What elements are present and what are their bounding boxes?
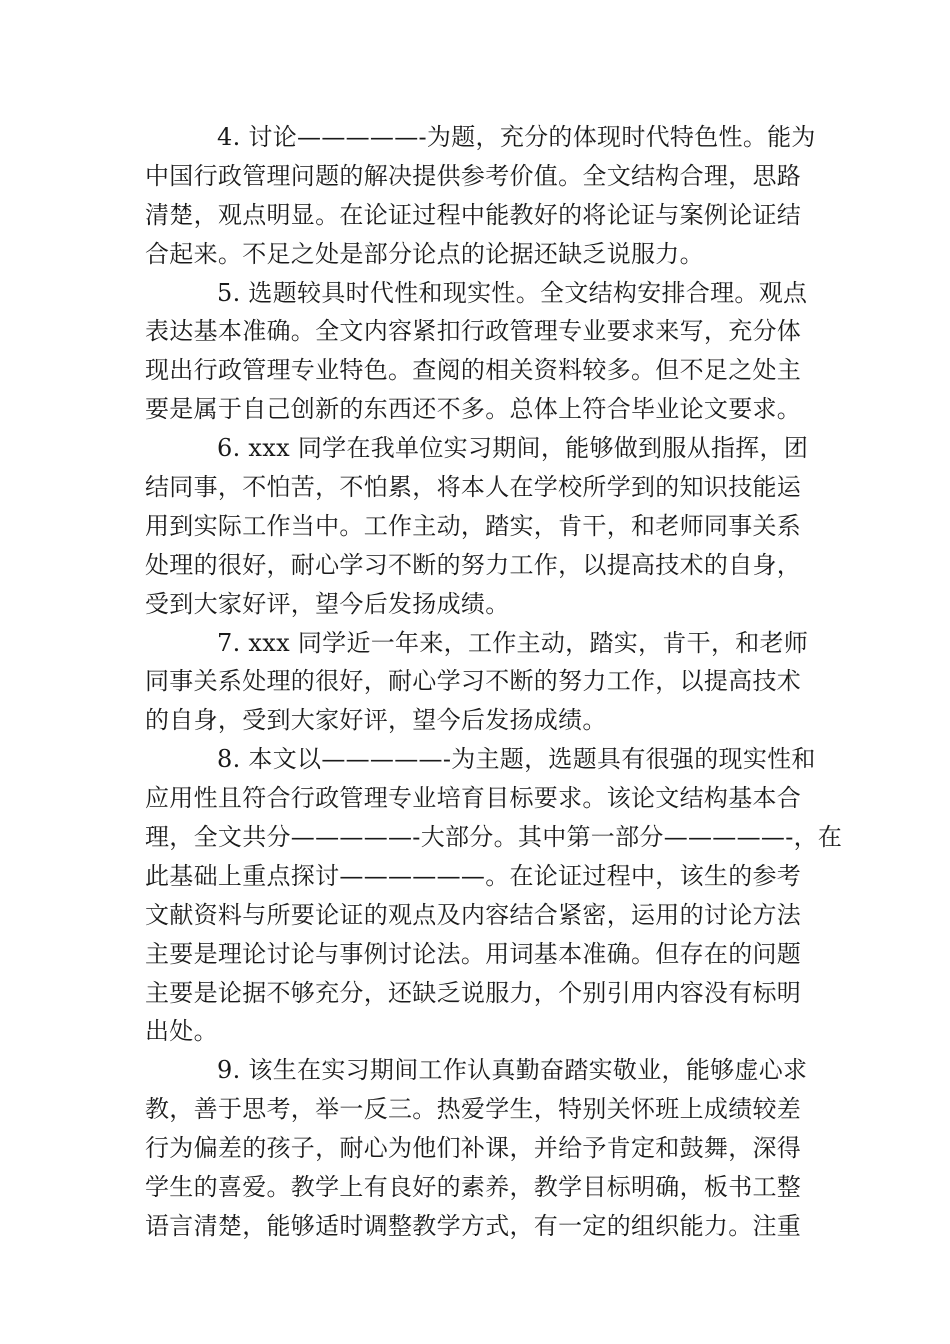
paragraph-line: 语言清楚，能够适时调整教学方式，有一定的组织能力。注重: [145, 1211, 802, 1240]
paragraph-line: 同事关系处理的很好，耐心学习不断的努力工作，以提高技术: [145, 667, 802, 696]
paragraph-line: 主要是论据不够充分，还缺乏说服力，个别引用内容没有标明: [145, 978, 802, 1007]
paragraph-line: 要是属于自己创新的东西还不多。总体上符合毕业论文要求。: [145, 395, 802, 424]
paragraph-line: 清楚，观点明显。在论证过程中能教好的将论证与案例论证结: [145, 200, 802, 229]
paragraph-line: 教，善于思考，举一反三。热爱学生，特别关怀班上成绩较差: [145, 1095, 802, 1124]
paragraph-line: 表达基本准确。全文内容紧扣行政管理专业要求来写，充分体: [145, 317, 802, 346]
paragraph-line: 中国行政管理问题的解决提供参考价值。全文结构合理，思路: [145, 161, 802, 190]
paragraph-line: 6. xxx 同学在我单位实习期间，能够做到服从指挥，团: [217, 434, 809, 463]
paragraph-line: 结同事，不怕苦，不怕累，将本人在学校所学到的知识技能运: [145, 473, 802, 502]
paragraph-line: 7. xxx 同学近一年来，工作主动，踏实，肯干，和老师: [217, 628, 809, 657]
paragraph-line: 理，全文共分—————-大部分。其中第一部分—————-，在: [145, 823, 843, 852]
paragraph-4: [145, 118, 816, 274]
paragraph-line: 现出行政管理专业特色。查阅的相关资料较多。但不足之处主: [145, 356, 802, 385]
paragraph-line: 出处。: [145, 1017, 218, 1046]
paragraph-6: [145, 429, 809, 623]
paragraph-line: 合起来。不足之处是部分论点的论据还缺乏说服力。: [145, 239, 704, 268]
paragraph-line: 应用性且符合行政管理专业培育目标要求。该论文结构基本合: [145, 784, 802, 813]
paragraph-line: 行为偏差的孩子，耐心为他们补课，并给予肯定和鼓舞，深得: [145, 1134, 802, 1163]
paragraph-line: 文献资料与所要论证的观点及内容结合紧密，运用的讨论方法: [145, 900, 802, 929]
paragraph-line: 4. 讨论—————-为题，充分的体现时代特色性。能为: [217, 123, 816, 151]
paragraph-line: 8. 本文以—————-为主题，选题具有很强的现实性和: [217, 745, 816, 774]
paragraph-line: 此基础上重点探讨——————。在论证过程中，该生的参考: [145, 861, 802, 890]
paragraph-line: 用到实际工作当中。工作主动，踏实，肯干，和老师同事关系: [145, 511, 802, 540]
paragraph-line: 9. 该生在实习期间工作认真勤奋踏实敬业，能够虚心求: [217, 1056, 808, 1085]
document-body: [145, 118, 843, 1246]
paragraph-line: 5. 选题较具时代性和现实性。全文结构安排合理。观点: [217, 278, 808, 307]
paragraph-line: 主要是理论讨论与事例讨论法。用词基本准确。但存在的问题: [145, 939, 802, 968]
paragraph-line: 处理的很好，耐心学习不断的努力工作，以提高技术的自身，: [145, 550, 802, 579]
paragraph-9: [145, 1051, 808, 1245]
paragraph-line: 学生的喜爱。教学上有良好的素养，教学目标明确，板书工整: [145, 1173, 802, 1202]
paragraph-line: 受到大家好评，望今后发扬成绩。: [145, 589, 510, 618]
paragraph-line: 的自身，受到大家好评，望今后发扬成绩。: [145, 706, 607, 735]
paragraph-5: [145, 274, 808, 430]
paragraph-7: [145, 624, 809, 741]
paragraph-8: [145, 740, 843, 1051]
